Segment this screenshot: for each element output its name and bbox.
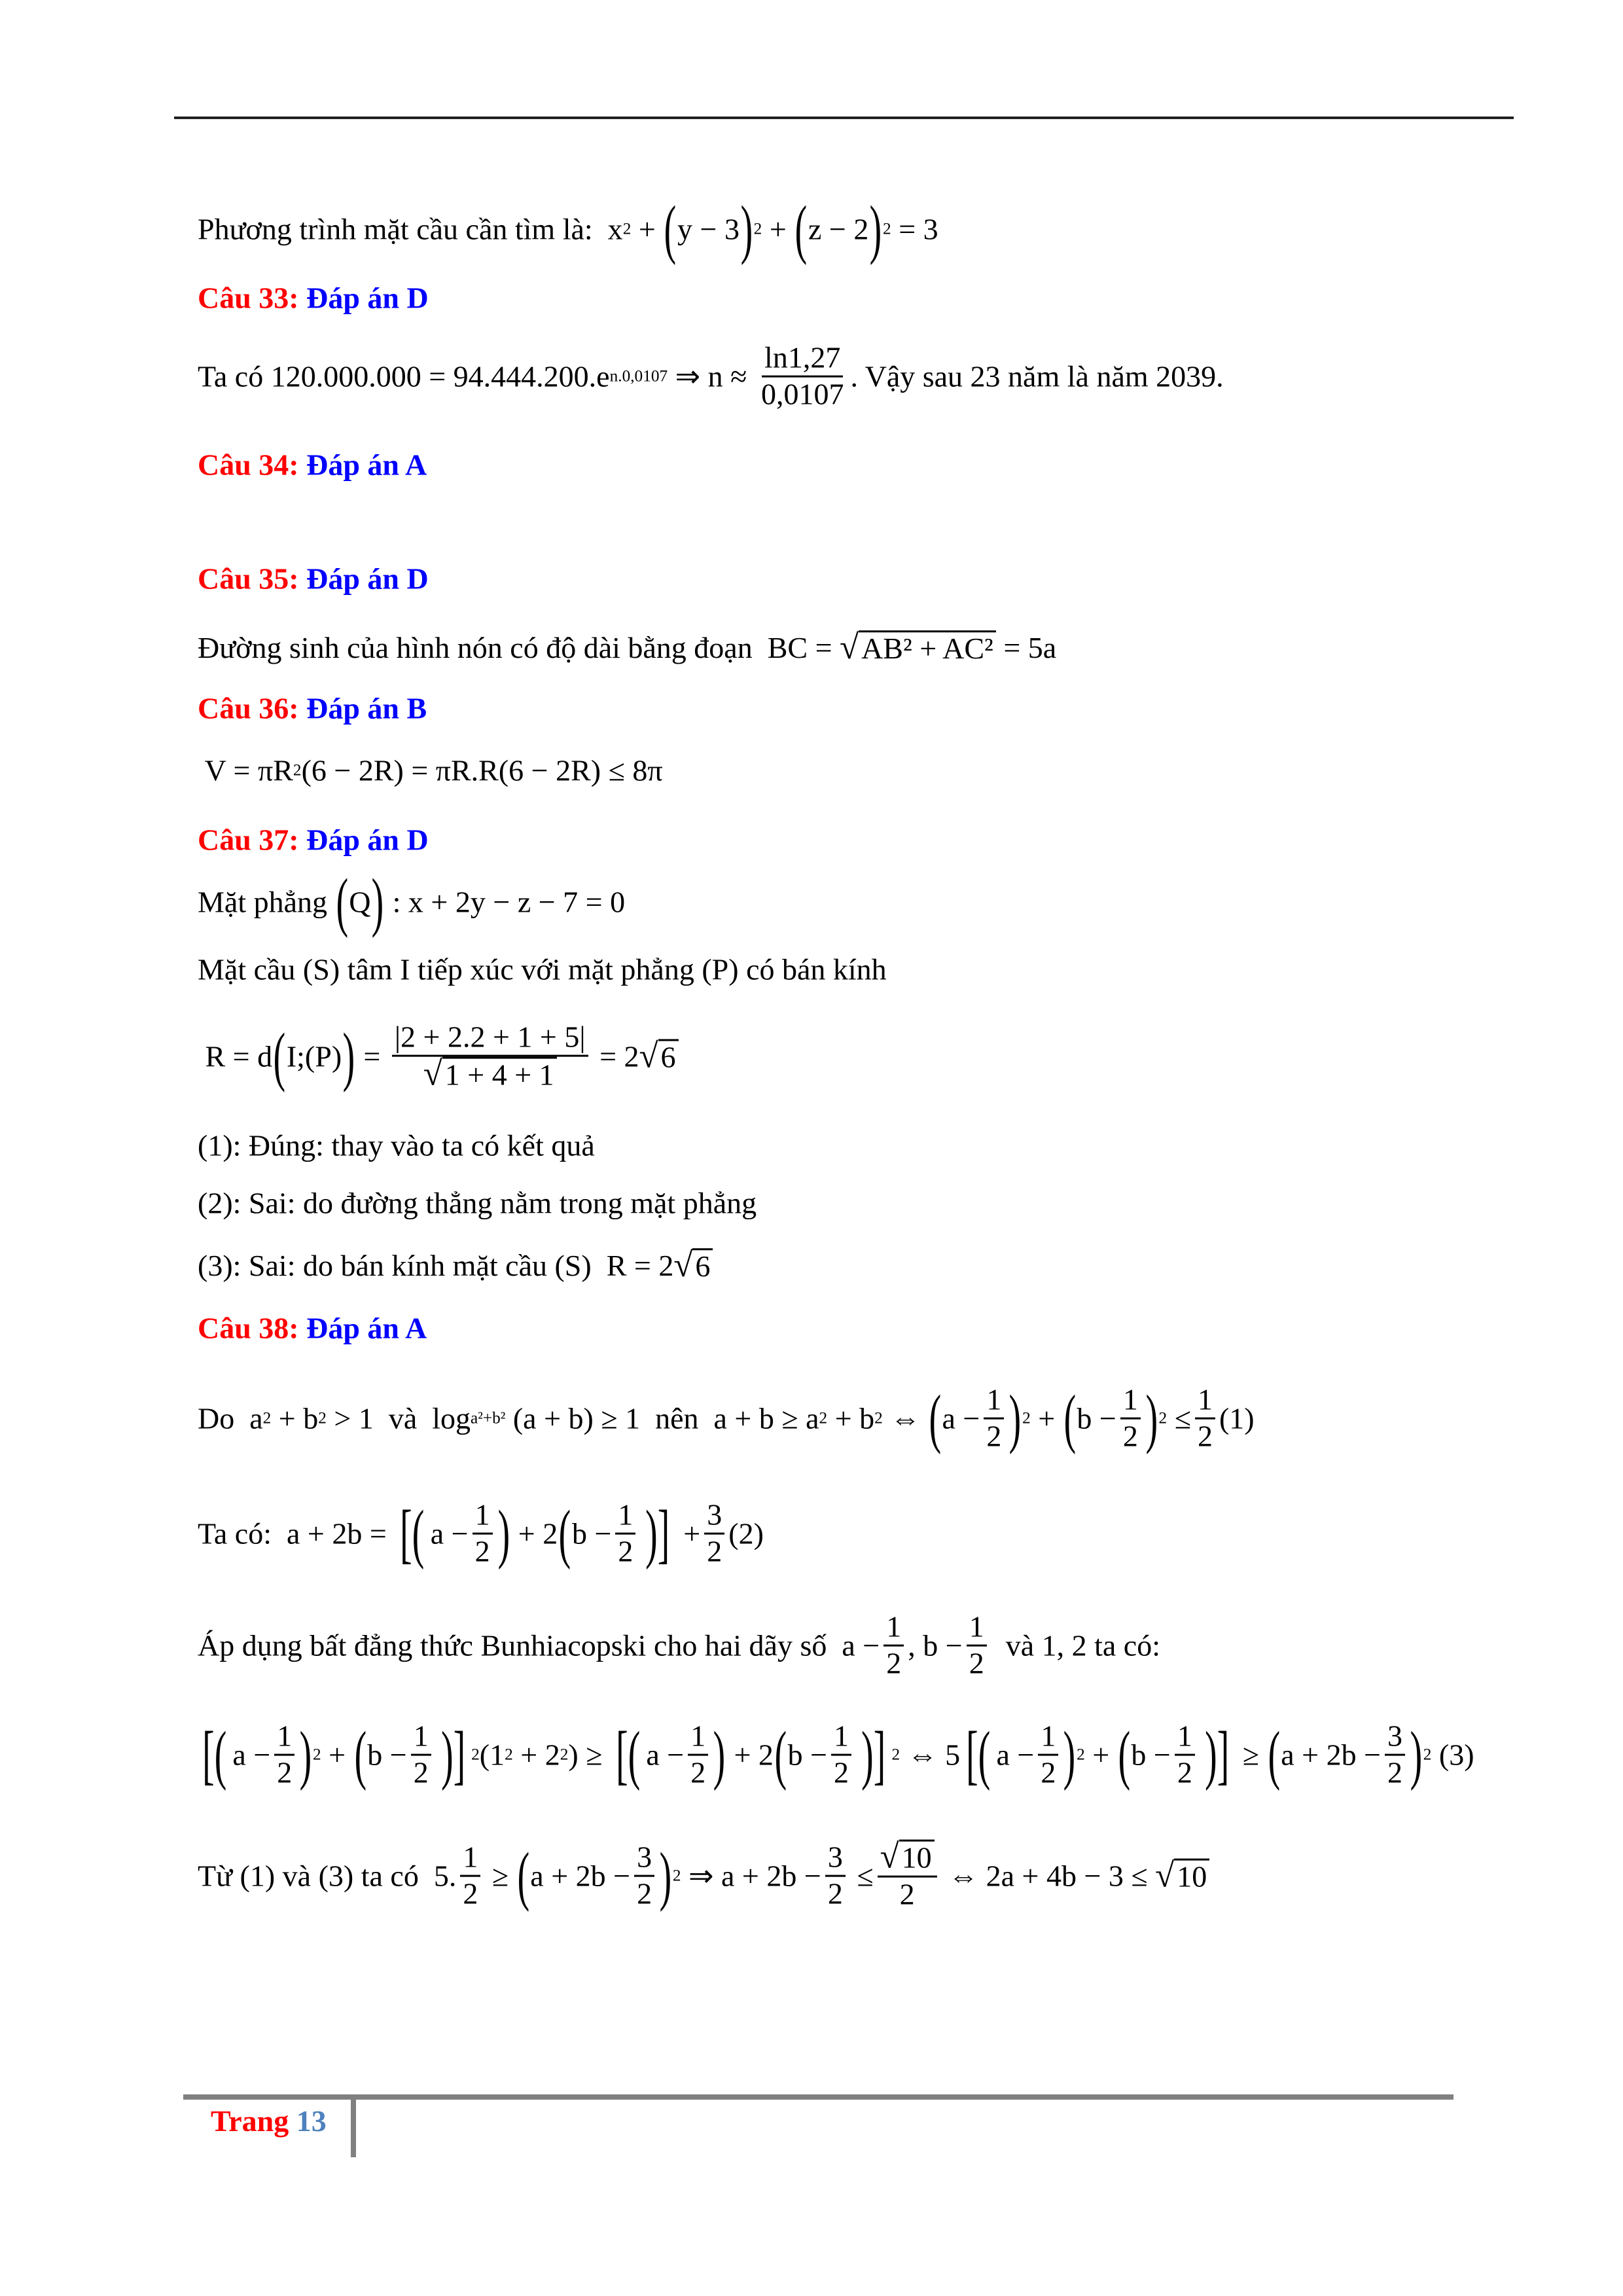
math-text: ≤ xyxy=(849,1859,874,1893)
denominator: 2 xyxy=(969,1646,984,1680)
sqrt-expression xyxy=(673,1248,713,1283)
equation-line xyxy=(198,630,1056,666)
answer-label: Đáp án A xyxy=(306,448,427,482)
fraction xyxy=(825,1840,846,1912)
fraction xyxy=(1120,1383,1141,1454)
math-text: b − xyxy=(571,1516,612,1551)
denominator: 2 xyxy=(277,1755,293,1789)
fraction xyxy=(688,1719,708,1791)
fraction xyxy=(758,341,847,412)
page-number xyxy=(211,2104,327,2138)
numerator: 1 xyxy=(615,1498,635,1535)
bracket: ) xyxy=(1145,1381,1158,1455)
bracket: ( xyxy=(774,1717,787,1791)
fraction xyxy=(1195,1383,1215,1454)
numerator: |2 + 2.2 + 1 + 5| xyxy=(392,1020,588,1057)
math-text: Phương trình mặt cầu cần tìm là: x xyxy=(198,212,623,246)
superscript: 2 xyxy=(293,761,302,780)
fraction xyxy=(392,1020,588,1093)
denominator: 2 xyxy=(463,1876,478,1910)
bracket: ( xyxy=(794,192,808,266)
question-label: Câu 34: xyxy=(198,448,299,482)
bracket: ) xyxy=(740,192,753,266)
math-text: ( xyxy=(301,753,312,787)
radicand: 6 xyxy=(692,1248,713,1283)
bracket: ( xyxy=(517,1839,529,1912)
superscript: 2 xyxy=(1423,1745,1432,1764)
footer-divider xyxy=(351,2094,356,2157)
radical-sign: √ xyxy=(423,1054,442,1093)
numerator: 1 xyxy=(831,1719,851,1756)
math-text: b − xyxy=(1131,1738,1171,1772)
superscript: 2 xyxy=(505,1745,513,1764)
radicand: 1 + 4 + 1 xyxy=(442,1057,557,1092)
math-text: R = d xyxy=(198,1039,273,1073)
superscript: 2 xyxy=(1077,1745,1085,1764)
question-label: Câu 38: xyxy=(198,1311,299,1345)
math-text: (3) xyxy=(1431,1738,1474,1772)
numerator: 1 xyxy=(1175,1719,1195,1756)
bracket: )] xyxy=(861,1717,886,1791)
fraction xyxy=(473,1498,493,1570)
math-text: b − xyxy=(787,1738,828,1772)
bracket: ( xyxy=(558,1496,571,1570)
math-text: Ta có 120.000.000 = 94.444.200.e xyxy=(198,359,610,393)
subscript: a²+b² xyxy=(471,1408,506,1427)
math-text: + xyxy=(321,1738,353,1772)
fraction xyxy=(1038,1719,1058,1791)
bracket: ) xyxy=(1410,1717,1423,1791)
numerator: 1 xyxy=(1195,1383,1215,1420)
equation-line xyxy=(198,753,663,788)
denominator xyxy=(421,1054,560,1093)
equation-line xyxy=(198,1498,764,1570)
math-text: b − xyxy=(367,1738,407,1772)
math-text: z − 2 xyxy=(808,212,869,246)
math-text: ) ≥ xyxy=(568,1738,610,1772)
fraction xyxy=(411,1719,431,1791)
text-line xyxy=(198,1186,757,1221)
fraction xyxy=(967,1610,987,1681)
math-text: a − xyxy=(232,1738,271,1772)
math-text: = 2 xyxy=(592,1039,639,1073)
numerator: 1 xyxy=(967,1610,987,1647)
equation-line xyxy=(196,1719,1474,1791)
denominator: 2 xyxy=(618,1534,633,1568)
bracket: ( xyxy=(354,1717,366,1791)
radical-sign: √ xyxy=(1155,1856,1175,1895)
superscript: 2 xyxy=(672,1866,681,1885)
math-text: ⇔ 5 xyxy=(900,1738,961,1772)
fraction xyxy=(1385,1719,1405,1791)
numerator: 1 xyxy=(1038,1719,1058,1756)
bracket: ( xyxy=(929,1381,941,1455)
radical-sign: √ xyxy=(639,1037,658,1075)
radical-sign: √ xyxy=(840,628,859,667)
equation-line xyxy=(198,341,1224,412)
denominator: 2 xyxy=(1387,1755,1403,1789)
denominator: 2 xyxy=(1177,1755,1192,1789)
sqrt-expression xyxy=(880,1837,935,1876)
denominator: 2 xyxy=(834,1755,849,1789)
math-text: (1): Đúng: thay vào ta có kết quả xyxy=(198,1128,595,1162)
header-rule xyxy=(174,117,1514,119)
math-text: a − xyxy=(430,1516,469,1551)
math-text: a − xyxy=(646,1738,685,1772)
math-text: V = πR xyxy=(198,753,293,787)
bracket: ) xyxy=(1063,1717,1076,1791)
question-heading xyxy=(198,281,429,315)
math-text: (1) xyxy=(1219,1401,1255,1435)
superscript: 2 xyxy=(560,1745,569,1764)
math-text: (2): Sai: do đường thẳng nằm trong mặt phẳng xyxy=(198,1186,757,1220)
superscript: 2 xyxy=(262,1408,272,1427)
superscript: 2 xyxy=(891,1745,901,1764)
question-label: Câu 36: xyxy=(198,691,299,725)
math-text: > 1 và log xyxy=(326,1401,471,1435)
bracket: ( xyxy=(664,192,677,266)
fraction xyxy=(615,1498,635,1570)
equation-line xyxy=(198,1610,1160,1681)
bracket: ) xyxy=(299,1717,312,1791)
math-text: . Vậy sau 23 năm là năm 2039. xyxy=(850,359,1224,393)
fraction xyxy=(878,1837,937,1912)
question-heading xyxy=(198,562,429,596)
math-text: a + 2b − xyxy=(1281,1738,1382,1772)
math-text: Do a xyxy=(198,1401,263,1435)
bracket: [( xyxy=(202,1717,227,1791)
math-text: + b xyxy=(271,1401,319,1435)
math-text: ⇒ n ≈ xyxy=(668,360,755,393)
page-value: 13 xyxy=(296,2104,327,2138)
denominator: 2 xyxy=(827,1876,843,1910)
fraction xyxy=(634,1840,654,1912)
sqrt-expression xyxy=(840,630,996,666)
sqrt-expression xyxy=(1155,1858,1209,1893)
math-text: + xyxy=(631,212,664,246)
superscript: 2 xyxy=(312,1745,321,1764)
bracket: [( xyxy=(616,1717,641,1791)
math-text: ⇔ xyxy=(882,1401,928,1435)
fraction xyxy=(460,1840,480,1912)
numerator: 3 xyxy=(704,1498,724,1535)
radicand: 6 xyxy=(658,1039,679,1074)
math-text: Q xyxy=(349,885,371,919)
bracket: )] xyxy=(1205,1717,1230,1791)
answer-label: Đáp án D xyxy=(306,281,429,315)
bracket: ( xyxy=(1063,1381,1076,1455)
denominator: 2 xyxy=(1122,1419,1138,1453)
math-text: = 3 xyxy=(891,212,938,246)
question-heading xyxy=(198,823,429,857)
math-text: y − 3 xyxy=(677,212,740,246)
numerator: ln1,27 xyxy=(762,341,843,378)
numerator: 3 xyxy=(634,1840,654,1877)
fraction xyxy=(831,1719,851,1791)
math-text: Mặt phẳng xyxy=(198,885,335,919)
fraction xyxy=(883,1610,904,1681)
numerator: 1 xyxy=(473,1498,493,1535)
answer-label: Đáp án B xyxy=(306,691,427,725)
denominator: 2 xyxy=(886,1646,902,1680)
bracket: [( xyxy=(966,1717,991,1791)
equation-line xyxy=(198,1383,1255,1454)
fraction xyxy=(1175,1719,1195,1791)
math-text: a + 2b − xyxy=(530,1859,631,1893)
question-label: Câu 37: xyxy=(198,823,299,857)
superscript: 2 xyxy=(471,1745,480,1764)
bracket: ) xyxy=(659,1839,672,1912)
math-text: (a + b) ≥ 1 nên a + b ≥ a xyxy=(505,1401,819,1435)
math-text: 6 − 2R) = πR.R(6 − 2R) ≤ 8π xyxy=(311,753,663,787)
fraction xyxy=(984,1383,1004,1454)
numerator: 1 xyxy=(460,1840,480,1877)
equation-line xyxy=(198,1020,679,1093)
math-text: Ta có: a + 2b = xyxy=(198,1516,395,1551)
denominator: 2 xyxy=(690,1755,706,1789)
bracket: ( xyxy=(273,1019,286,1093)
math-text: (3): Sai: do bán kính mặt cầu (S) R = 2 xyxy=(198,1249,674,1283)
math-text: (2) xyxy=(728,1516,764,1551)
denominator: 2 xyxy=(1041,1755,1056,1789)
numerator: 1 xyxy=(1120,1383,1141,1420)
bracket: ) xyxy=(869,192,882,266)
denominator: 2 xyxy=(1197,1419,1213,1453)
denominator: 2 xyxy=(474,1534,490,1568)
bracket: ) xyxy=(1008,1381,1022,1455)
text-line xyxy=(198,1248,713,1283)
math-text: (1 xyxy=(479,1738,505,1772)
denominator: 2 xyxy=(986,1419,1002,1453)
numerator xyxy=(878,1837,937,1878)
fraction xyxy=(274,1719,294,1791)
math-text: = xyxy=(355,1039,388,1073)
math-text: + xyxy=(1030,1401,1063,1435)
radicand: 10 xyxy=(899,1840,935,1875)
numerator: 3 xyxy=(825,1840,846,1877)
math-text: : x + 2y − z − 7 = 0 xyxy=(385,885,626,919)
bracket: ) xyxy=(372,865,384,939)
denominator: 2 xyxy=(413,1755,429,1789)
answer-label: Đáp án D xyxy=(306,562,429,596)
math-text: Từ (1) và (3) ta có 5. xyxy=(198,1859,457,1893)
footer-rule xyxy=(183,2094,1454,2100)
math-text: ⇒ a + 2b − xyxy=(681,1859,821,1893)
math-text: Đường sinh của hình nón có độ dài bằng đoạn BC = xyxy=(198,631,840,665)
numerator: 1 xyxy=(411,1719,431,1756)
superscript: 2 xyxy=(318,1408,327,1427)
denominator: 2 xyxy=(707,1534,722,1568)
denominator: 0,0107 xyxy=(760,377,844,411)
bracket: ( xyxy=(1268,1717,1280,1791)
text-line xyxy=(198,1128,595,1163)
math-text: + xyxy=(762,212,794,246)
denominator: 2 xyxy=(899,1877,915,1911)
math-text: + 2 xyxy=(726,1738,774,1772)
superscript: 2 xyxy=(874,1408,883,1427)
bracket: ( xyxy=(336,865,348,939)
denominator: 2 xyxy=(637,1876,652,1910)
math-text: ⇔ 2a + 4b − 3 ≤ xyxy=(940,1859,1156,1893)
question-heading xyxy=(198,691,427,726)
numerator: 1 xyxy=(688,1719,708,1756)
sqrt-expression xyxy=(639,1039,679,1074)
numerator: 1 xyxy=(274,1719,294,1756)
superscript: 2 xyxy=(819,1408,828,1427)
equation-line xyxy=(198,865,626,939)
superscript: 2 xyxy=(883,219,891,238)
sqrt-expression xyxy=(423,1054,557,1093)
math-text: , b − xyxy=(908,1628,963,1662)
math-text: a − xyxy=(942,1401,980,1435)
radicand: 10 xyxy=(1174,1858,1209,1893)
radical-sign: √ xyxy=(880,1837,899,1876)
math-text: + xyxy=(675,1516,701,1551)
math-text: Áp dụng bất đẳng thức Bunhiacopski cho hai dãy số a − xyxy=(198,1628,880,1662)
bracket: )] xyxy=(440,1717,465,1791)
fraction xyxy=(704,1498,724,1570)
question-label: Câu 35: xyxy=(198,562,299,596)
bracket: [( xyxy=(400,1496,425,1570)
math-text: + b xyxy=(827,1401,875,1435)
math-text: ≤ xyxy=(1167,1401,1191,1435)
question-heading xyxy=(198,1311,427,1346)
math-text: và 1, 2 ta có: xyxy=(990,1628,1160,1662)
superscript: 2 xyxy=(1158,1408,1168,1427)
math-text: ≥ xyxy=(484,1859,516,1893)
page-word: Trang xyxy=(211,2104,289,2138)
bracket: ( xyxy=(1118,1717,1130,1791)
math-text: + 2 xyxy=(510,1516,558,1551)
numerator: 1 xyxy=(883,1610,904,1647)
question-heading xyxy=(198,448,427,482)
question-label: Câu 33: xyxy=(198,281,299,315)
radical-sign: √ xyxy=(673,1246,693,1285)
math-text: b − xyxy=(1077,1401,1116,1435)
math-text: + xyxy=(1084,1738,1117,1772)
bracket: ) xyxy=(497,1496,510,1570)
math-text: + 2 xyxy=(512,1738,560,1772)
superscript: n.0,0107 xyxy=(609,367,668,386)
equation-line xyxy=(198,1837,1209,1912)
math-text: = 5a xyxy=(995,631,1057,665)
text-line xyxy=(198,952,887,987)
superscript: 2 xyxy=(753,219,762,238)
bracket: ) xyxy=(342,1019,355,1093)
math-text: a − xyxy=(996,1738,1035,1772)
math-text: Mặt cầu (S) tâm I tiếp xúc với mặt phẳng (P) có bán kính xyxy=(198,952,887,986)
answer-label: Đáp án A xyxy=(306,1311,427,1345)
numerator: 3 xyxy=(1385,1719,1405,1756)
answer-label: Đáp án D xyxy=(306,823,429,857)
superscript: 2 xyxy=(1022,1408,1031,1427)
bracket: )] xyxy=(645,1496,670,1570)
bracket: ) xyxy=(713,1717,726,1791)
math-text: I;(P) xyxy=(286,1039,342,1073)
superscript: 2 xyxy=(622,219,632,238)
math-text: ≥ xyxy=(1235,1738,1267,1772)
equation-line xyxy=(198,192,938,266)
numerator: 1 xyxy=(984,1383,1004,1420)
radicand: AB² + AC² xyxy=(859,630,996,666)
